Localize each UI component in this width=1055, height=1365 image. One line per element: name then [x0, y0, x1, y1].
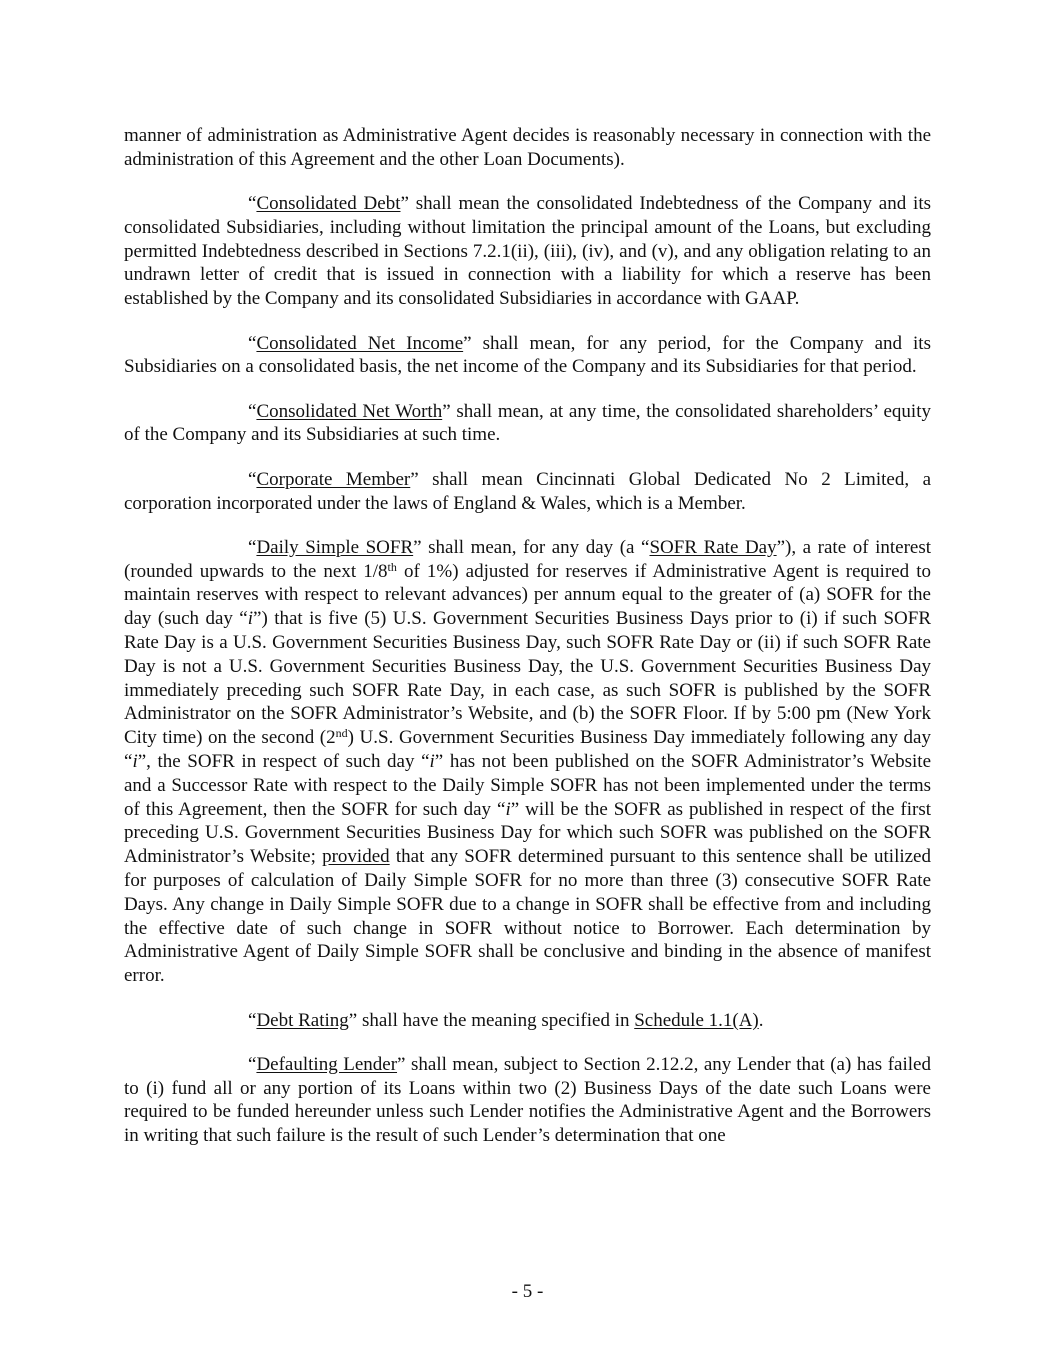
definition-text: ” has not been published on the SOFR Administrator’s Website and a Successor Rate with respect to the Daily Simple SOFR has not been implemented under the terms of this Agreement, then the SOFR for such day “: [124, 751, 931, 820]
defined-term: Corporate Member: [256, 468, 411, 490]
definition-text: ” shall mean the consolidated Indebtedness of the Company and its consolidated Subsidiaries, including without limitation the principal amount of the Loans, but excluding permitted Indebtedness described in Sections 7.2.1(ii), (iii), (iv), and (v), and any obligation relating to an undrawn letter of credit that is issued in connection with a liability for which a reserve has been established by the Company and its consolidated Subsidiaries in accordance with GAAP.: [124, 193, 932, 310]
definition-text: ” shall mean, for any day (a “: [413, 536, 650, 558]
defined-term-provided: provided: [322, 846, 390, 868]
italic-variable: i: [132, 751, 138, 773]
open-quote: “: [248, 468, 257, 490]
defined-term: Consolidated Net Income: [256, 332, 464, 354]
paragraph-continuation: [124, 124, 931, 172]
italic-variable: i: [247, 608, 254, 630]
superscript: nd: [335, 726, 348, 741]
document-page: [124, 124, 931, 1148]
definition-text: ” shall mean Cincinnati Global Dedicated No 2 Limited, a corporation incorporated under the laws of England & Wales, which is a Member.: [124, 468, 931, 514]
definition-text: ” shall mean, at any time, the consolidated shareholders’ equity of the Company and its Subsidiaries at such time.: [124, 400, 931, 446]
definition-text: ”) that is five (5) U.S. Government Securities Business Days prior to (i) if such SOFR Rate Day is a U.S. Government Securities Business Day, such SOFR Rate Day or (ii) if such SOFR Rate Day is not a U.S. Government Securities Business Day, the U.S. Government Securities Business Day immediately preceding such SOFR Rate Day, in each case, as such SOFR is published by the SOFR Administrator on the SOFR Administrator’s Website, and (b) the SOFR Floor. If by 5:00 pm (New York City time) on the second (2: [124, 608, 931, 749]
definition-debt-rating: [124, 1009, 931, 1033]
definition-text: that any SOFR determined pursuant to this sentence shall be utilized for purposes of calculation of Daily Simple SOFR for no more than three (3) consecutive SOFR Rate Days. Any change in Daily Simple SOFR due to a change in SOFR shall be effective from and including the effective date of such change in SOFR without notice to Borrower. Each determination by Administrative Agent of Daily Simple SOFR shall be conclusive and binding in the absence of manifest error.: [124, 846, 931, 987]
open-quote: “: [248, 332, 257, 354]
definition-daily-simple-sofr: [124, 536, 931, 988]
definition-text: ” will be the SOFR as published in respect of the first preceding U.S. Government Securities Business Day for which such SOFR was published on the SOFR Administrator’s Website;: [124, 798, 931, 868]
superscript: th: [387, 559, 397, 574]
paragraph-text: manner of administration as Administrative Agent decides is reasonably necessary in connection with the administration of this Agreement and the other Loan Documents).: [124, 125, 931, 170]
open-quote: “: [248, 536, 257, 558]
defined-term: Defaulting Lender: [256, 1053, 398, 1075]
page-number: - 5 -: [511, 1281, 544, 1302]
definition-consolidated-net-income: [124, 332, 931, 380]
definition-text: ” shall have the meaning specified in: [348, 1009, 635, 1031]
definition-text: ”), a rate of interest (rounded upwards to the next 1/8: [124, 536, 932, 582]
definition-text: ” shall mean, for any period, for the Company and its Subsidiaries on a consolidated basis, the net income of the Company and its Subsidiaries for that period.: [124, 332, 931, 378]
defined-term: Consolidated Net Worth: [256, 400, 443, 422]
italic-variable: i: [505, 798, 511, 820]
italic-variable: i: [429, 751, 435, 773]
definition-consolidated-net-worth: [124, 400, 931, 448]
definition-text: of 1%) adjusted for reserves if Administrative Agent is required to maintain reserves with respect to relevant advances) per annum equal to the greater of (a) SOFR for the day (such day “: [124, 560, 931, 630]
definition-text: ) U.S. Government Securities Business Day immediately following any day “: [124, 727, 931, 773]
definition-text: .: [758, 1009, 764, 1031]
open-quote: “: [248, 400, 257, 422]
definition-text: ”, the SOFR in respect of such day “: [137, 751, 430, 773]
defined-term: Debt Rating: [256, 1009, 349, 1031]
definition-corporate-member: [124, 468, 931, 516]
definition-text: ” shall mean, subject to Section 2.12.2, any Lender that (a) has failed to (i) fund all or any portion of its Loans within two (2) Business Days of the date such Loans were required to be funded hereunder unless such Lender notifies the Administrative Agent and the Borrowers in writing that such failure is the result of such Lender’s determination that one: [124, 1053, 931, 1147]
open-quote: “: [248, 1009, 257, 1031]
definition-consolidated-debt: [124, 192, 931, 311]
definition-defaulting-lender: [124, 1053, 931, 1148]
open-quote: “: [248, 193, 257, 215]
schedule-reference: Schedule 1.1(A): [634, 1009, 759, 1031]
open-quote: “: [248, 1053, 257, 1075]
defined-term: Consolidated Debt: [256, 193, 401, 215]
defined-term-sofr-rate-day: SOFR Rate Day: [649, 536, 777, 558]
defined-term: Daily Simple SOFR: [256, 536, 414, 558]
